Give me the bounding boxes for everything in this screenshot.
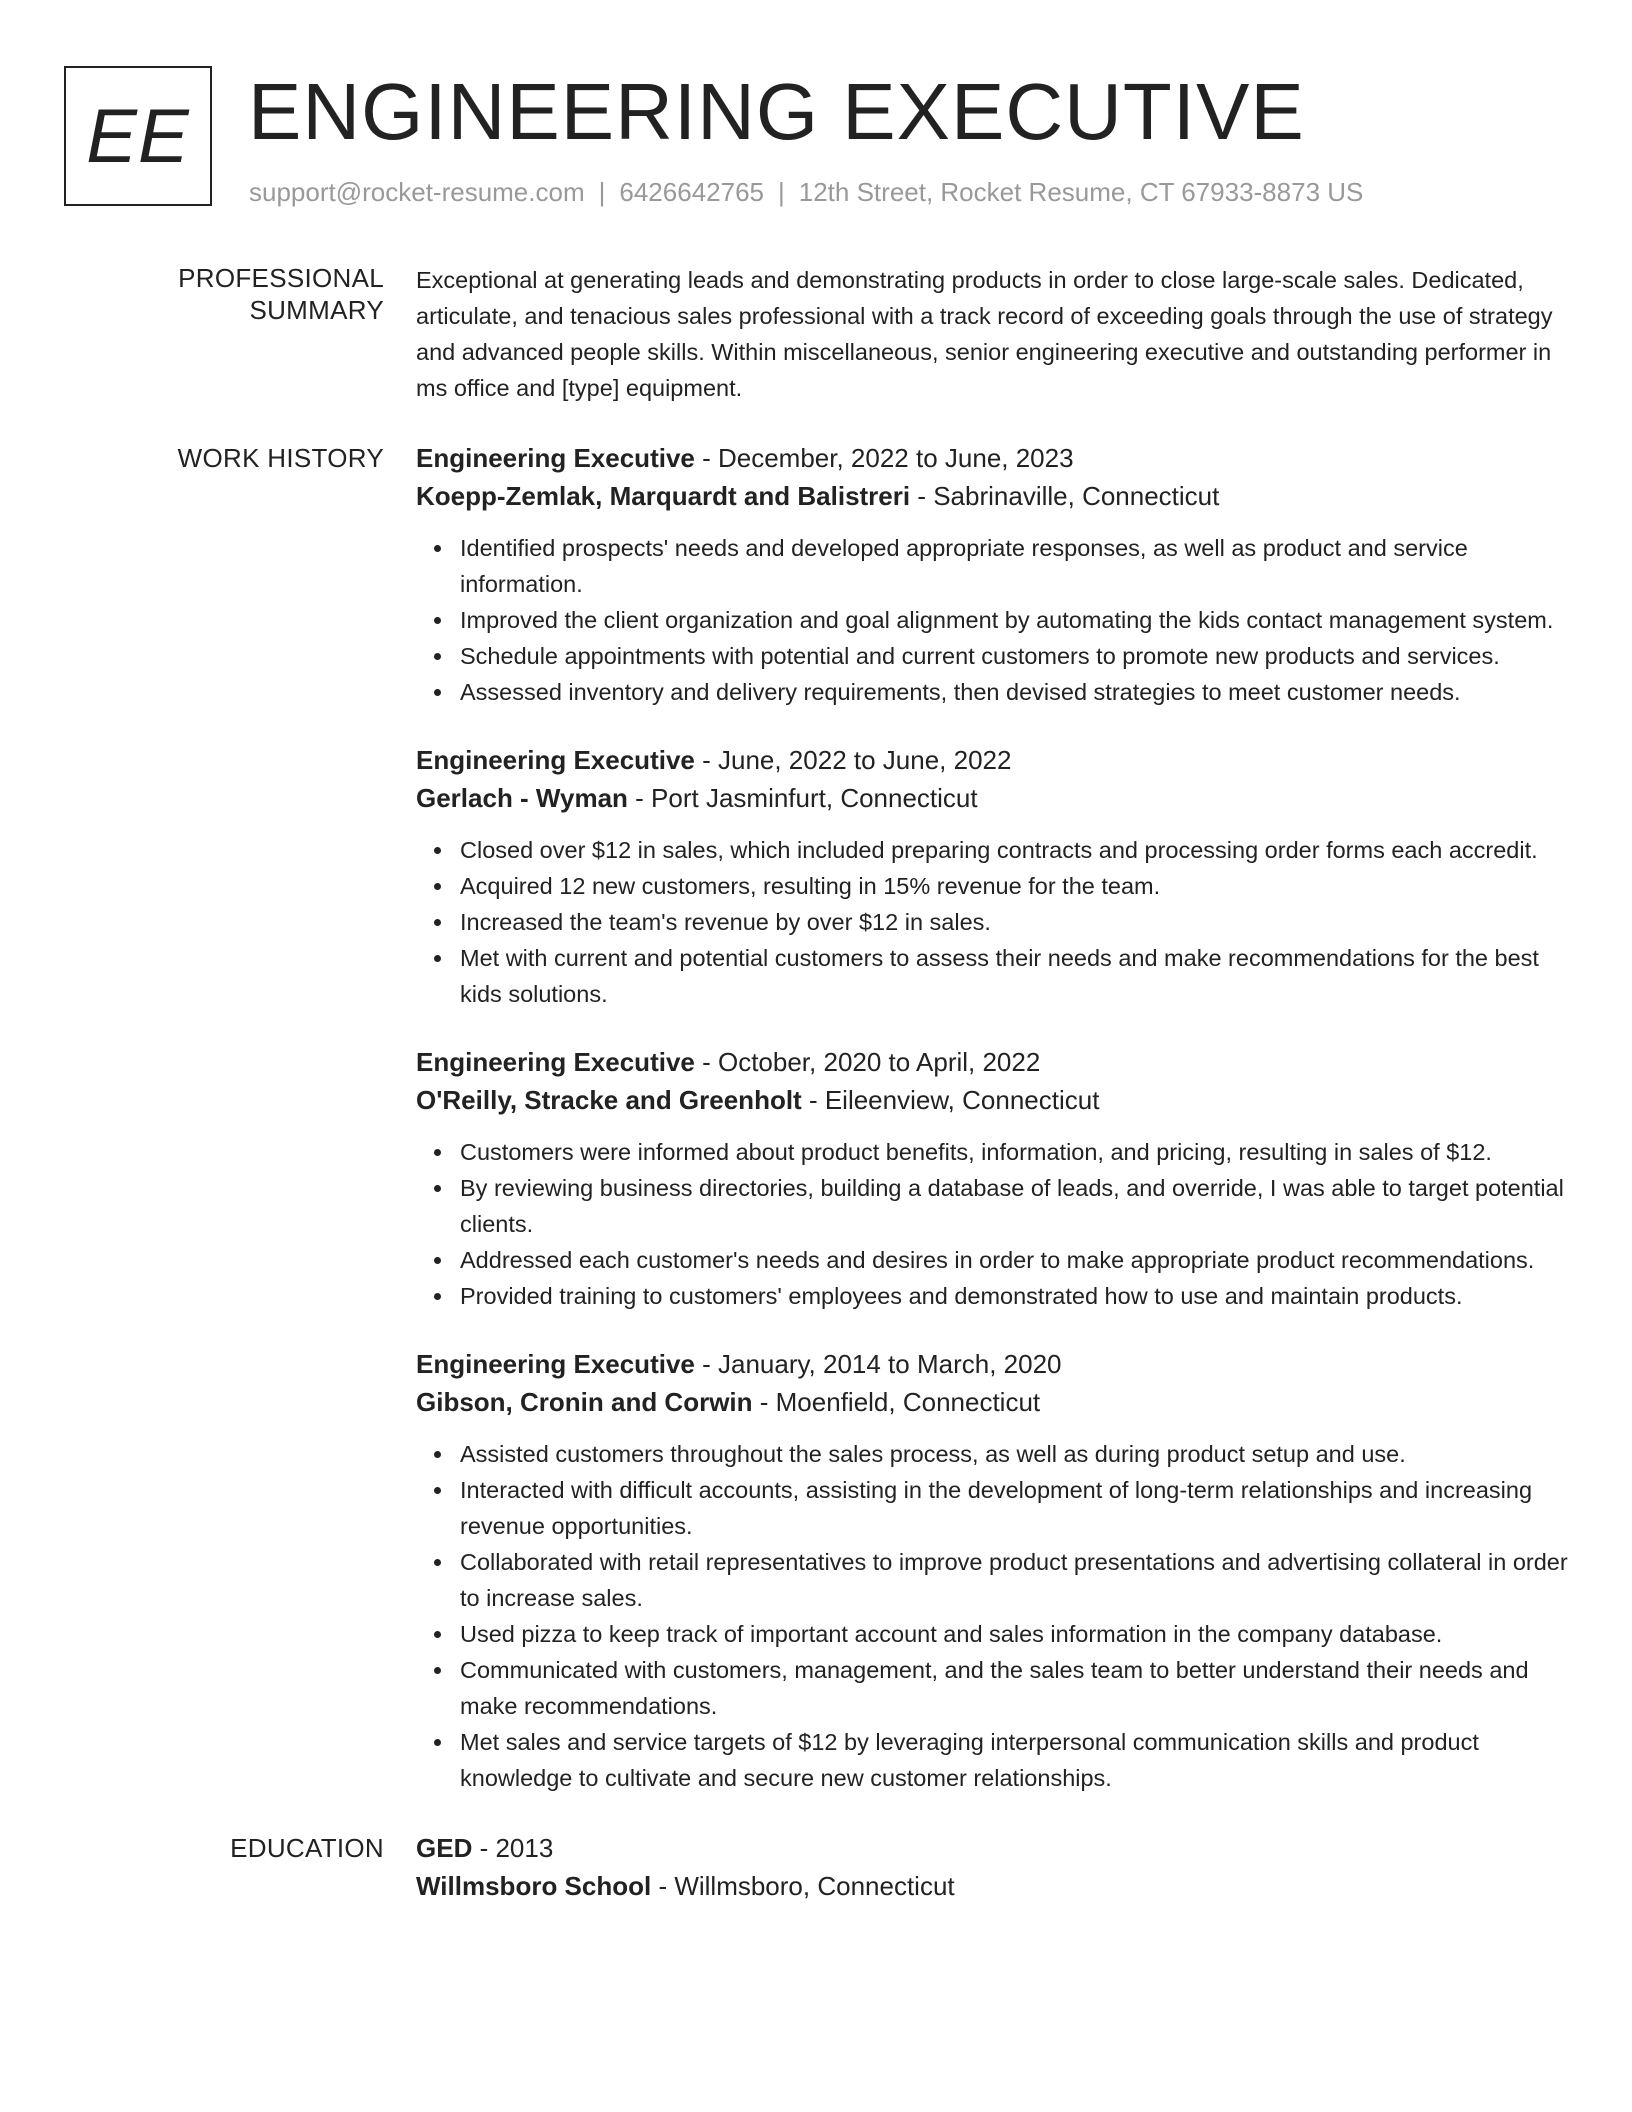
job-entry xyxy=(416,744,1576,1012)
contact-separator: | xyxy=(598,177,606,207)
resume-header xyxy=(64,64,1572,214)
contact-separator: | xyxy=(778,177,785,207)
bullet-item: Met sales and service targets of $12 by leveraging interpersonal communication skills and product knowledge to cultivate and secure new customer relationships. xyxy=(460,1724,1576,1796)
job-bullets xyxy=(416,832,1576,1012)
job-title-line xyxy=(416,1348,1576,1380)
bullet-item: Met with current and potential customers to assess their needs and make recommendations for the best kids solutions. xyxy=(460,940,1576,1012)
job-title: Engineering Executive xyxy=(416,443,695,473)
job-company-line xyxy=(416,1386,1576,1418)
section-education xyxy=(64,1832,1576,1908)
bullet-item: Provided training to customers' employees and demonstrated how to use and maintain products. xyxy=(460,1278,1576,1314)
bullet-item: Assessed inventory and delivery requirements, then devised strategies to meet customer needs. xyxy=(460,674,1576,710)
education-degree: GED xyxy=(416,1833,473,1863)
section-label: EDUCATION xyxy=(230,1833,384,1863)
section-body xyxy=(416,442,1576,1796)
bullet-item: Communicated with customers, management, and the sales team to better understand their needs and make recommendations. xyxy=(460,1652,1576,1724)
section-professional-summary xyxy=(64,262,1576,406)
education-location: - Willmsboro, Connecticut xyxy=(651,1871,955,1901)
bullet-item: Acquired 12 new customers, resulting in 15% revenue for the team. xyxy=(460,868,1576,904)
section-label: PROFESSIONAL SUMMARY xyxy=(178,263,384,325)
job-company-line xyxy=(416,1084,1576,1116)
job-entry xyxy=(416,1348,1576,1796)
candidate-name: ENGINEERING EXECUTIVE xyxy=(248,67,1305,156)
resume-content xyxy=(64,262,1576,1944)
education-school-line xyxy=(416,1870,1576,1902)
bullet-item: Assisted customers throughout the sales process, as well as during product setup and use. xyxy=(460,1436,1576,1472)
education-year: - 2013 xyxy=(472,1833,554,1863)
bullet-item: Addressed each customer's needs and desires in order to make appropriate product recommendations. xyxy=(460,1242,1576,1278)
bullet-item: Schedule appointments with potential and current customers to promote new products and services. xyxy=(460,638,1576,674)
bullet-item: Increased the team's revenue by over $12 in sales. xyxy=(460,904,1576,940)
job-bullets xyxy=(416,530,1576,710)
job-location: - Moenfield, Connecticut xyxy=(752,1387,1041,1417)
section-body xyxy=(416,262,1576,406)
job-location: - Port Jasminfurt, Connecticut xyxy=(627,783,978,813)
job-title: Engineering Executive xyxy=(416,1047,695,1077)
job-dates: - December, 2022 to June, 2023 xyxy=(694,443,1074,473)
bullet-item: Closed over $12 in sales, which included preparing contracts and processing order forms each accredit. xyxy=(460,832,1576,868)
job-company: Gerlach - Wyman xyxy=(416,783,628,813)
job-bullets xyxy=(416,1436,1576,1796)
bullet-item: Identified prospects' needs and developed appropriate responses, as well as product and service information. xyxy=(460,530,1576,602)
job-title-line xyxy=(416,442,1576,474)
contact-email: support@rocket-resume.com xyxy=(249,177,585,207)
job-title: Engineering Executive xyxy=(416,745,695,775)
bullet-item: Customers were informed about product benefits, information, and pricing, resulting in sales of $12. xyxy=(460,1134,1576,1170)
job-title-line xyxy=(416,744,1576,776)
job-entry xyxy=(416,442,1576,710)
job-company-line xyxy=(416,480,1576,512)
contact-address: 12th Street, Rocket Resume, CT 67933-8873 US xyxy=(798,177,1364,207)
section-label: WORK HISTORY xyxy=(177,443,384,473)
contact-line xyxy=(249,176,1363,208)
job-company: O'Reilly, Stracke and Greenholt xyxy=(416,1085,802,1115)
job-dates: - June, 2022 to June, 2022 xyxy=(694,745,1012,775)
bullet-item: Used pizza to keep track of important account and sales information in the company database. xyxy=(460,1616,1576,1652)
bullet-item: By reviewing business directories, building a database of leads, and override, I was able to target potential clients. xyxy=(460,1170,1576,1242)
job-company: Koepp-Zemlak, Marquardt and Balistreri xyxy=(416,481,911,511)
contact-phone: 6426642765 xyxy=(619,177,764,207)
monogram-badge: EE xyxy=(64,66,212,206)
job-dates: - October, 2020 to April, 2022 xyxy=(694,1047,1041,1077)
job-title-line xyxy=(416,1046,1576,1078)
job-title: Engineering Executive xyxy=(416,1349,695,1379)
bullet-item: Improved the client organization and goal alignment by automating the kids contact management system. xyxy=(460,602,1576,638)
job-location: - Eileenview, Connecticut xyxy=(801,1085,1100,1115)
bullet-item: Collaborated with retail representatives to improve product presentations and advertising collateral in order to increase sales. xyxy=(460,1544,1576,1616)
summary-text: Exceptional at generating leads and demonstrating products in order to close large-scale sales. Dedicated, articulate, and tenacious sales professional with a track record of exceeding goals through the use of strategy and advanced people skills. Within miscellaneous, senior engineering executive and outstanding performer in ms office and [type] equipment. xyxy=(416,267,1553,401)
job-location: - Sabrinaville, Connecticut xyxy=(910,481,1220,511)
education-degree-line xyxy=(416,1832,1576,1864)
job-entry xyxy=(416,1046,1576,1314)
job-company-line xyxy=(416,782,1576,814)
section-body xyxy=(416,1832,1576,1908)
job-bullets xyxy=(416,1134,1576,1314)
section-work-history xyxy=(64,442,1576,1796)
education-school: Willmsboro School xyxy=(416,1871,652,1901)
bullet-item: Interacted with difficult accounts, assisting in the development of long-term relationships and increasing revenue opportunities. xyxy=(460,1472,1576,1544)
job-dates: - January, 2014 to March, 2020 xyxy=(694,1349,1062,1379)
job-company: Gibson, Cronin and Corwin xyxy=(416,1387,753,1417)
